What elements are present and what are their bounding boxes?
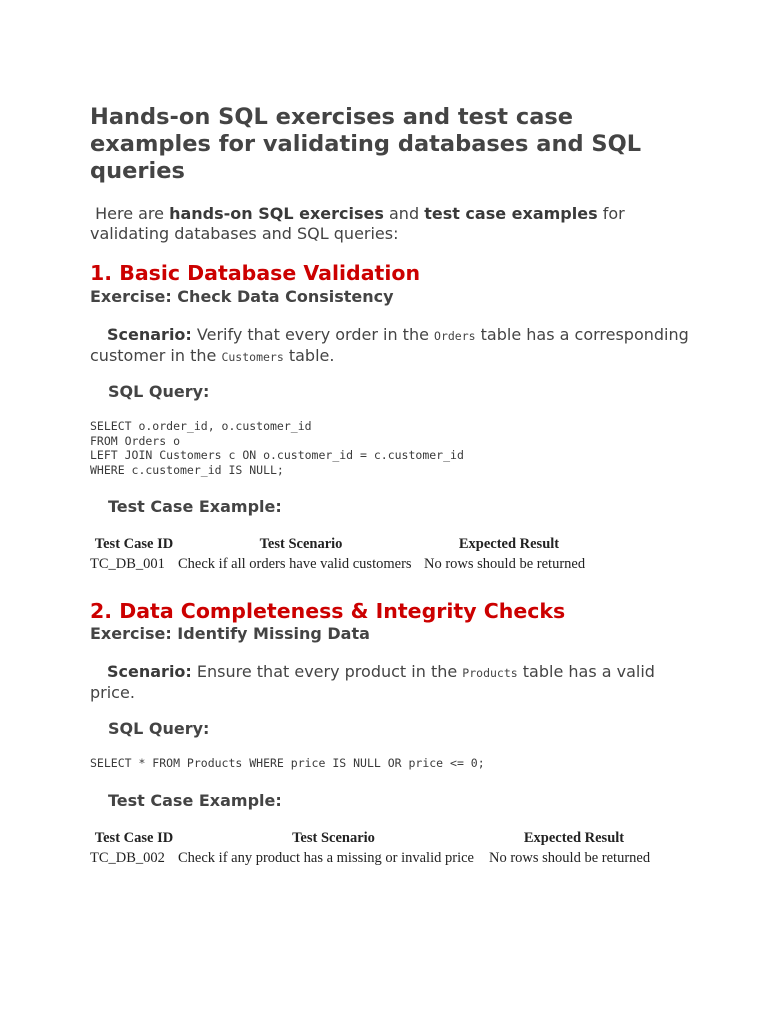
- table-cell: Check if all orders have valid customers: [178, 556, 412, 572]
- sql-code-block: SELECT o.order_id, o.customer_id FROM Orders o LEFT JOIN Customers c ON o.customer_id = c.customer_id WHERE c.customer_id IS NULL;: [90, 419, 464, 477]
- sql-query-heading: SQL Query:: [108, 719, 210, 738]
- scenario-text: Verify that every order in the: [191, 325, 435, 344]
- scenario-paragraph: [90, 325, 694, 367]
- table-name-code: Customers: [221, 350, 284, 364]
- column-header: Test Scenario: [292, 830, 375, 846]
- column-header: Expected Result: [523, 830, 625, 846]
- exercise-heading: Exercise: Identify Missing Data: [90, 624, 370, 643]
- test-case-heading: Test Case Example:: [108, 791, 282, 810]
- table-cell: TC_DB_002: [90, 850, 165, 866]
- table-row: [90, 850, 659, 867]
- column-header: Expected Result: [458, 536, 560, 552]
- scenario-text: table has a valid price.: [90, 662, 655, 702]
- intro-bold-exercises: hands-on SQL exercises: [169, 204, 384, 223]
- scenario-text: table has a corresponding customer in the: [90, 325, 694, 365]
- scenario-label: Scenario:: [107, 662, 192, 681]
- table-cell: Check if any product has a missing or invalid price: [178, 850, 474, 866]
- test-case-heading: Test Case Example:: [108, 497, 282, 516]
- table-cell: TC_DB_001: [90, 556, 165, 572]
- intro-bold-test-cases: test case examples: [424, 204, 598, 223]
- column-header: Test Case ID: [94, 536, 174, 552]
- scenario-paragraph: [90, 662, 690, 703]
- page-title: Hands-on SQL exercises and test case examples for validating databases and SQL queries: [90, 104, 642, 184]
- sql-code-block: SELECT * FROM Products WHERE price IS NULL OR price <= 0;: [90, 756, 485, 770]
- test-case-table: [90, 536, 594, 573]
- scenario-text: table.: [283, 346, 335, 365]
- table-header-row: [90, 536, 594, 556]
- section-heading: 1. Basic Database Validation: [90, 261, 421, 285]
- intro-prefix: Here are: [90, 204, 170, 223]
- sql-query-heading: SQL Query:: [108, 382, 210, 401]
- column-header: Test Scenario: [259, 536, 343, 552]
- test-case-table: [90, 830, 659, 867]
- scenario-text: Ensure that every product in the: [191, 662, 463, 681]
- table-cell: No rows should be returned: [424, 556, 586, 572]
- table-cell: No rows should be returned: [489, 850, 651, 866]
- table-row: [90, 556, 594, 573]
- column-header: Test Case ID: [94, 830, 174, 846]
- intro-mid: and: [383, 204, 425, 223]
- section-heading: 2. Data Completeness & Integrity Checks: [90, 599, 566, 623]
- intro-paragraph: [90, 204, 690, 244]
- intro-suffix: for validating databases and SQL queries:: [90, 204, 625, 243]
- exercise-heading: Exercise: Check Data Consistency: [90, 287, 394, 306]
- table-name-code: Orders: [434, 329, 476, 343]
- table-name-code: Products: [462, 666, 518, 680]
- table-header-row: [90, 830, 659, 850]
- scenario-label: Scenario:: [107, 325, 192, 344]
